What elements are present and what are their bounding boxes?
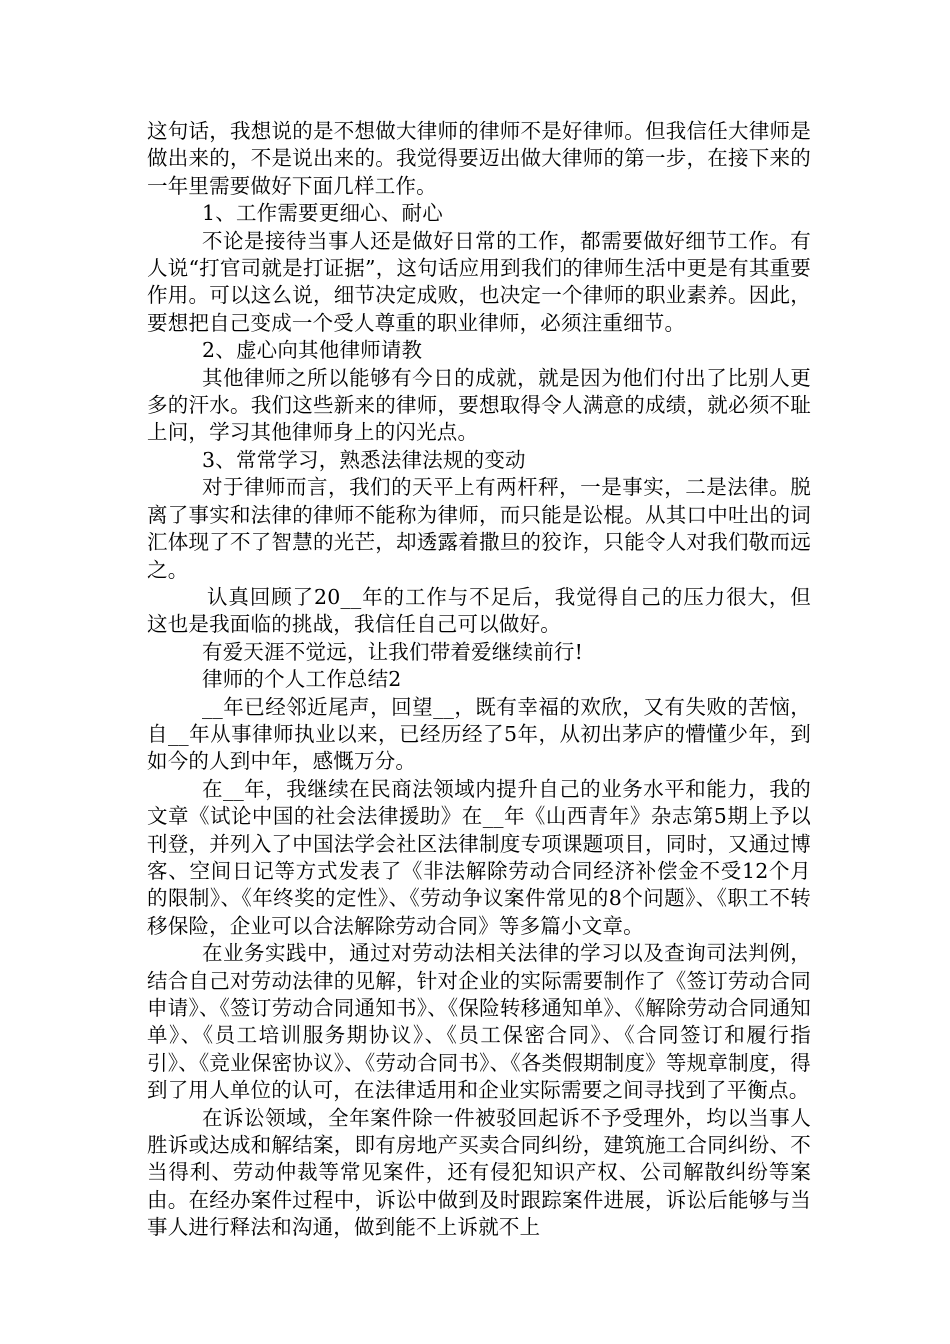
document-page xyxy=(147,118,811,1242)
section-heading: 2、虚心向其他律师请教 xyxy=(202,338,423,363)
body-paragraph: 对于律师而言，我们的天平上有两杆秤，一是事实，二是法律。脱离了事实和法律的律师不能称为律师，而只能是讼棍。从其口中吐出的词汇体现了不了智慧的光芒，却透露着撒旦的狡诈，只能令人对我们敬而远之。 xyxy=(147,475,811,582)
body-paragraph: 不论是接待当事人还是做好日常的工作，都需要做好细节工作。有人说“打官司就是打证据”，这句话应用到我们的律师生活中更是有其重要作用。可以这么说，细节决定成败，也决定一个律师的职业素养。因此，要想把自己变成一个受人尊重的职业律师，必须注重细节。 xyxy=(147,228,811,335)
document-subtitle: 律师的个人工作总结2 xyxy=(202,667,402,692)
body-paragraph: 这句话，我想说的是不想做大律师的律师不是好律师。但我信任大律师是做出来的，不是说出来的。我觉得要迈出做大律师的第一步，在接下来的一年里需要做好下面几样工作。 xyxy=(147,119,811,198)
body-paragraph: 有爱天涯不觉远，让我们带着爱继续前行! xyxy=(202,639,584,664)
body-paragraph: 认真回顾了20__年的工作与不足后，我觉得自己的压力很大，但这也是我面临的挑战，我信任自己可以做好。 xyxy=(147,584,811,637)
body-paragraph: 在诉讼领域，全年案件除一件被驳回起诉不予受理外，均以当事人胜诉或达成和解结案，即有房地产买卖合同纠纷，建筑施工合同纠纷、不当得利、劳动仲裁等常见案件，还有侵犯知识产权、公司解散纠纷等案由。在经办案件过程中，诉讼中做到及时跟踪案件进展，诉讼后能够与当事人进行释法和沟通，做到能不上诉就不上 xyxy=(147,1105,811,1240)
body-paragraph: 在__年，我继续在民商法领域内提升自己的业务水平和能力，我的文章《试论中国的社会法律援助》在__年《山西青年》杂志第5期上予以刊登，并列入了中国法学会社区法律制度专项课题项目，同时，又通过博客、空间日记等方式发表了《非法解除劳动合同经济补偿金不受12个月的限制》、《年终奖的定性》、《劳动争议案件常见的8个问题》、《职工不转移保险，企业可以合法解除劳动合同》等多篇小文章。 xyxy=(147,776,811,938)
body-paragraph: 其他律师之所以能够有今日的成就，就是因为他们付出了比别人更多的汗水。我们这些新来的律师，要想取得令人满意的成绩，就必须不耻上问，学习其他律师身上的闪光点。 xyxy=(147,365,811,445)
body-paragraph: __年已经邻近尾声，回望__，既有幸福的欢欣，又有失败的苦恼，自__年从事律师执业以来，已经历经了5年，从初出茅庐的懵懂少年，到如今的人到中年，感慨万分。 xyxy=(147,694,811,774)
section-heading: 1、工作需要更细心、耐心 xyxy=(202,201,443,226)
body-paragraph: 在业务实践中，通过对劳动法相关法律的学习以及查询司法判例，结合自己对劳动法律的见解，针对企业的实际需要制作了《签订劳动合同申请》、《签订劳动合同通知书》、《保险转移通知单》、《解除劳动合同通知单》、《员工培训服务期协议》、《员工保密合同》、《合同签订和履行指引》、《竞业保密协议》、《劳动合同书》、《各类假期制度》等规章制度，得到了用人单位的认可，在法律适用和企业实际需要之间寻找到了平衡点。 xyxy=(147,941,811,1103)
section-heading: 3、常常学习，熟悉法律法规的变动 xyxy=(202,447,526,472)
